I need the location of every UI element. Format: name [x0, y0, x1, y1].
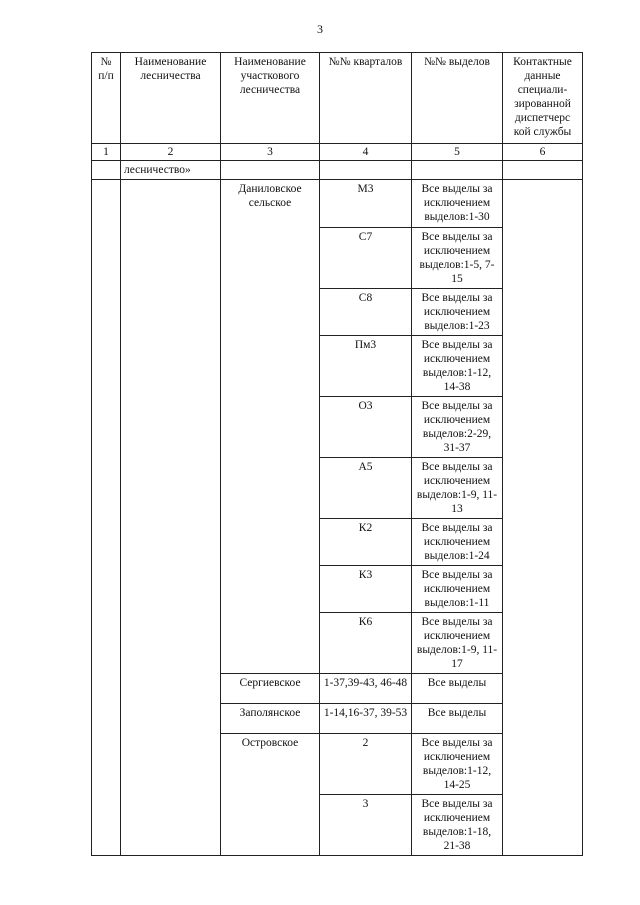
header-forestry: Наименование лесничества [121, 53, 221, 144]
quarter-cell: К6 [320, 613, 412, 674]
quarter-cell: С7 [320, 228, 412, 289]
quarter-cell [320, 161, 412, 180]
quarter-cell: 3 [320, 795, 412, 856]
quarter-cell: К2 [320, 519, 412, 566]
plots-cell: Все выделы за исключением выделов:1-24 [412, 519, 503, 566]
plots-cell: Все выделы за исключением выделов:1-18, 21-38 [412, 795, 503, 856]
quarter-cell: 2 [320, 734, 412, 795]
table-header-row [92, 53, 583, 144]
plots-cell: Все выделы за исключением выделов:1-11 [412, 566, 503, 613]
plots-cell [412, 161, 503, 180]
plots-cell: Все выделы за исключением выделов:1-5, 7-15 [412, 228, 503, 289]
header-district: Наименование участкового лесничества [221, 53, 320, 144]
forestry-table [91, 52, 583, 856]
quarter-cell: 1-14,16-37, 39-53 [320, 704, 412, 734]
forestry-cell: лесничество» [121, 161, 221, 180]
contacts-cell [503, 180, 583, 856]
table-row [92, 161, 583, 180]
plots-cell: Все выделы за исключением выделов:1-12, 14-38 [412, 336, 503, 397]
num-cell [92, 161, 121, 180]
district-cell: Даниловское сельское [221, 180, 320, 674]
plots-cell: Все выделы [412, 674, 503, 704]
header-quarters: №№ кварталов [320, 53, 412, 144]
plots-cell: Все выделы за исключением выделов:1-12, 14-25 [412, 734, 503, 795]
plots-cell: Все выделы за исключением выделов:1-30 [412, 180, 503, 228]
num-cell [92, 180, 121, 856]
header-contacts: Контактные данные специали-зированной диспетчерс кой службы [503, 53, 583, 144]
table-row [92, 180, 583, 228]
column-number: 5 [412, 144, 503, 161]
column-number: 3 [221, 144, 320, 161]
quarter-cell: А5 [320, 458, 412, 519]
quarter-cell: О3 [320, 397, 412, 458]
quarter-cell: С8 [320, 289, 412, 336]
column-number: 6 [503, 144, 583, 161]
column-number: 2 [121, 144, 221, 161]
quarter-cell: Пм3 [320, 336, 412, 397]
district-cell: Заполянское [221, 704, 320, 734]
plots-cell: Все выделы за исключением выделов:1-23 [412, 289, 503, 336]
plots-cell: Все выделы за исключением выделов:2-29, 31-37 [412, 397, 503, 458]
plots-cell: Все выделы [412, 704, 503, 734]
quarter-cell: М3 [320, 180, 412, 228]
header-num: № п/п [92, 53, 121, 144]
column-number: 4 [320, 144, 412, 161]
plots-cell: Все выделы за исключением выделов:1-9, 11-17 [412, 613, 503, 674]
page-number: 3 [317, 22, 323, 36]
district-cell [221, 161, 320, 180]
district-cell: Островское [221, 734, 320, 856]
plots-cell: Все выделы за исключением выделов:1-9, 11-13 [412, 458, 503, 519]
quarter-cell: 1-37,39-43, 46-48 [320, 674, 412, 704]
contacts-cell [503, 161, 583, 180]
forestry-cell [121, 180, 221, 856]
header-plots: №№ выделов [412, 53, 503, 144]
district-cell: Сергиевское [221, 674, 320, 704]
quarter-cell: К3 [320, 566, 412, 613]
column-number: 1 [92, 144, 121, 161]
column-number-row [92, 144, 583, 161]
